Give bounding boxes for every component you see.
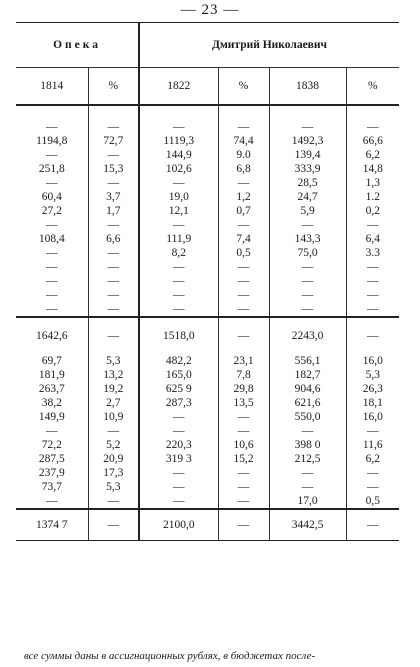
- table-cell: 2,7: [88, 396, 139, 410]
- table-row: [16, 232, 399, 246]
- table-cell: 10,6: [218, 438, 269, 452]
- table-cell: —: [139, 288, 218, 302]
- table-cell: 550,0: [269, 410, 346, 424]
- table-cell: —: [46, 149, 58, 161]
- table-cell: —: [46, 177, 58, 189]
- table-cell: 149,9: [38, 411, 65, 423]
- table-cell: —: [88, 120, 139, 134]
- col-1838: 1838: [269, 68, 346, 106]
- table-cell: —: [218, 466, 269, 480]
- table-cell: —: [139, 274, 218, 288]
- table-cell: —: [88, 176, 139, 190]
- table-cell: 144,9: [139, 148, 218, 162]
- column-header-row: [16, 68, 399, 106]
- table-row: [16, 176, 399, 190]
- table-cell: 1.2: [346, 190, 399, 204]
- table-cell: 17,0: [269, 494, 346, 509]
- table-row: [16, 260, 399, 274]
- table-cell: 72,2: [41, 439, 62, 451]
- table-cell: —: [88, 260, 139, 274]
- table-cell: 73,7: [41, 481, 62, 493]
- table-cell: —: [88, 246, 139, 260]
- table-cell: —: [269, 288, 346, 302]
- table-cell: 11,6: [346, 438, 399, 452]
- col-pct-1838: %: [346, 68, 399, 106]
- table-cell: —: [46, 289, 58, 301]
- table-row: [16, 438, 399, 452]
- table-cell: —: [88, 302, 139, 317]
- spacer-row: [16, 105, 399, 120]
- table-cell: —: [269, 302, 346, 317]
- table-row: [16, 494, 399, 509]
- table-cell: —: [139, 176, 218, 190]
- table-cell: —: [346, 509, 399, 541]
- table-cell: —: [88, 274, 139, 288]
- table-cell: 111,9: [139, 232, 218, 246]
- table-cell: 1518,0: [139, 317, 218, 354]
- table-cell: —: [346, 218, 399, 232]
- table-cell: —: [218, 480, 269, 494]
- table-cell: —: [218, 494, 269, 509]
- table-cell: 1642,6: [16, 317, 88, 354]
- table-cell: 3,7: [88, 190, 139, 204]
- table-row: [16, 274, 399, 288]
- table-cell: 1194,8: [36, 135, 68, 147]
- table-cell: —: [346, 288, 399, 302]
- table-cell: —: [139, 424, 218, 438]
- col-pct-1814: %: [88, 68, 139, 106]
- table-cell: 29,8: [218, 382, 269, 396]
- table-cell: 0,2: [346, 204, 399, 218]
- table-cell: 8,2: [139, 246, 218, 260]
- table-cell: —: [46, 275, 58, 287]
- table-cell: —: [88, 148, 139, 162]
- table-cell: 75,0: [269, 246, 346, 260]
- table-cell: 904,6: [269, 382, 346, 396]
- table-cell: —: [346, 302, 399, 317]
- table-cell: —: [46, 219, 58, 231]
- table-row: [16, 424, 399, 438]
- table-cell: 74,4: [218, 134, 269, 148]
- table-cell: 287,3: [139, 396, 218, 410]
- table-cell: 1374 7: [16, 509, 88, 541]
- table-cell: 19,2: [88, 382, 139, 396]
- table-cell: —: [88, 317, 139, 354]
- table-cell: 27,2: [41, 205, 62, 217]
- table-cell: 1,2: [218, 190, 269, 204]
- table-row: [16, 317, 399, 354]
- table-cell: 143,3: [269, 232, 346, 246]
- table-cell: 102,6: [139, 162, 218, 176]
- table-cell: 14,8: [346, 162, 399, 176]
- table-cell: —: [269, 274, 346, 288]
- table-cell: —: [139, 466, 218, 480]
- col-1822: 1822: [139, 68, 218, 106]
- table-cell: —: [46, 121, 58, 133]
- table-row: [16, 354, 399, 368]
- col-pct-1822: %: [218, 68, 269, 106]
- table-cell: —: [88, 494, 139, 509]
- table-row: [16, 302, 399, 317]
- table-cell: —: [139, 120, 218, 134]
- table-cell: —: [346, 466, 399, 480]
- table-cell: 7,8: [218, 368, 269, 382]
- table-cell: 7,4: [218, 232, 269, 246]
- col-1814: 1814: [16, 68, 88, 106]
- table-cell: 9.0: [218, 148, 269, 162]
- table-cell: 16,0: [346, 410, 399, 424]
- table-cell: 5,3: [346, 368, 399, 382]
- group-dmitry-label: Дмитрий Николаевич: [212, 39, 328, 51]
- table-cell: —: [139, 302, 218, 317]
- table-cell: 6,4: [346, 232, 399, 246]
- table-cell: 69,7: [41, 355, 62, 367]
- table-cell: —: [46, 247, 58, 259]
- table-cell: 23,1: [218, 354, 269, 368]
- table-cell: 0,5: [346, 494, 399, 509]
- table-row: [16, 246, 399, 260]
- table-cell: 333,9: [269, 162, 346, 176]
- group-opeka: [16, 23, 139, 68]
- table-cell: 1,3: [346, 176, 399, 190]
- group-header-row: [16, 23, 399, 68]
- table-cell: —: [269, 424, 346, 438]
- table-row: [16, 218, 399, 232]
- table-cell: 6,2: [346, 452, 399, 466]
- table-cell: 15,2: [218, 452, 269, 466]
- table-cell: 237,9: [38, 467, 65, 479]
- table-row: [16, 396, 399, 410]
- table-cell: 263,7: [38, 383, 65, 395]
- table-cell: —: [46, 495, 58, 507]
- table-cell: —: [46, 303, 58, 315]
- table-cell: —: [218, 509, 269, 541]
- table-cell: 182,7: [269, 368, 346, 382]
- table-cell: —: [88, 424, 139, 438]
- table-row: [16, 368, 399, 382]
- table-cell: —: [269, 466, 346, 480]
- footnote: все суммы даны в ассигнационных рублях, в бюджетах после-: [24, 650, 316, 662]
- table-cell: 251,8: [38, 163, 65, 175]
- table-cell: 28,5: [269, 176, 346, 190]
- table-cell: 181,9: [38, 369, 65, 381]
- table-cell: —: [218, 120, 269, 134]
- table-cell: 6,6: [88, 232, 139, 246]
- table-cell: 165,0: [139, 368, 218, 382]
- table-row: [16, 120, 399, 134]
- table-cell: —: [346, 317, 399, 354]
- table-cell: 6,8: [218, 162, 269, 176]
- table-cell: —: [88, 509, 139, 541]
- table-cell: —: [139, 480, 218, 494]
- table-cell: —: [139, 494, 218, 509]
- table-row: [16, 204, 399, 218]
- table-cell: 5,3: [88, 480, 139, 494]
- table-cell: 2243,0: [269, 317, 346, 354]
- table-cell: 38,2: [41, 397, 62, 409]
- table-row: [16, 466, 399, 480]
- table-cell: 24,7: [269, 190, 346, 204]
- table-cell: 6,2: [346, 148, 399, 162]
- table-cell: 72,7: [88, 134, 139, 148]
- table-cell: —: [346, 274, 399, 288]
- table-cell: —: [88, 288, 139, 302]
- table-cell: 1119,3: [139, 134, 218, 148]
- table-cell: —: [269, 480, 346, 494]
- table-cell: —: [269, 120, 346, 134]
- table-cell: 66,6: [346, 134, 399, 148]
- table-cell: 108,4: [38, 233, 65, 245]
- table-row: [16, 480, 399, 494]
- table-cell: 287,5: [38, 453, 65, 465]
- table-cell: 16,0: [346, 354, 399, 368]
- table-cell: —: [218, 288, 269, 302]
- table-cell: 3442,5: [269, 509, 346, 541]
- table-cell: —: [346, 120, 399, 134]
- table-cell: 5,2: [88, 438, 139, 452]
- group-dmitry: [139, 23, 399, 68]
- table-cell: —: [346, 424, 399, 438]
- table-cell: —: [218, 410, 269, 424]
- table-cell: 15,3: [88, 162, 139, 176]
- table-cell: —: [346, 480, 399, 494]
- table-cell: 0,7: [218, 204, 269, 218]
- table-cell: 556,1: [269, 354, 346, 368]
- table-row: [16, 509, 399, 541]
- table-cell: 1492,3: [269, 134, 346, 148]
- table-cell: —: [218, 302, 269, 317]
- table-cell: —: [46, 261, 58, 273]
- table-cell: —: [218, 424, 269, 438]
- table-cell: 3.3: [346, 246, 399, 260]
- table-cell: 20,9: [88, 452, 139, 466]
- table-cell: —: [218, 317, 269, 354]
- table-row: [16, 148, 399, 162]
- table-cell: 18,1: [346, 396, 399, 410]
- table-cell: 319 3: [139, 452, 218, 466]
- table-cell: 13,2: [88, 368, 139, 382]
- table-cell: 12,1: [139, 204, 218, 218]
- table-cell: 10,9: [88, 410, 139, 424]
- table-cell: 2100,0: [139, 509, 218, 541]
- table-cell: —: [88, 218, 139, 232]
- group-opeka-label: Опека: [53, 39, 101, 51]
- table-cell: 17,3: [88, 466, 139, 480]
- table-cell: 19,0: [139, 190, 218, 204]
- table-cell: —: [139, 218, 218, 232]
- table-cell: —: [346, 260, 399, 274]
- table-cell: 13,5: [218, 396, 269, 410]
- table-cell: —: [139, 410, 218, 424]
- table-cell: 220,3: [139, 438, 218, 452]
- table-cell: 0,5: [218, 246, 269, 260]
- table-cell: —: [139, 260, 218, 274]
- table-row: [16, 452, 399, 466]
- table-cell: —: [218, 218, 269, 232]
- table-cell: —: [269, 218, 346, 232]
- table-cell: 26,3: [346, 382, 399, 396]
- table-row: [16, 162, 399, 176]
- table-cell: 60,4: [41, 191, 62, 203]
- table-cell: 139,4: [269, 148, 346, 162]
- table-row: [16, 134, 399, 148]
- budget-table: [16, 22, 399, 541]
- table-cell: —: [218, 260, 269, 274]
- table-cell: 212,5: [269, 452, 346, 466]
- table-cell: 5,9: [269, 204, 346, 218]
- table-row: [16, 190, 399, 204]
- table-cell: 625 9: [139, 382, 218, 396]
- table-row: [16, 288, 399, 302]
- table-cell: —: [218, 274, 269, 288]
- table-cell: 398 0: [269, 438, 346, 452]
- table-cell: —: [269, 260, 346, 274]
- table-cell: 482,2: [139, 354, 218, 368]
- table-cell: 1,7: [88, 204, 139, 218]
- table-cell: 5,3: [88, 354, 139, 368]
- page-number: — 23 —: [180, 2, 240, 18]
- table-row: [16, 382, 399, 396]
- table-cell: 621,6: [269, 396, 346, 410]
- table-row: [16, 410, 399, 424]
- table-cell: —: [218, 176, 269, 190]
- table-cell: —: [46, 425, 58, 437]
